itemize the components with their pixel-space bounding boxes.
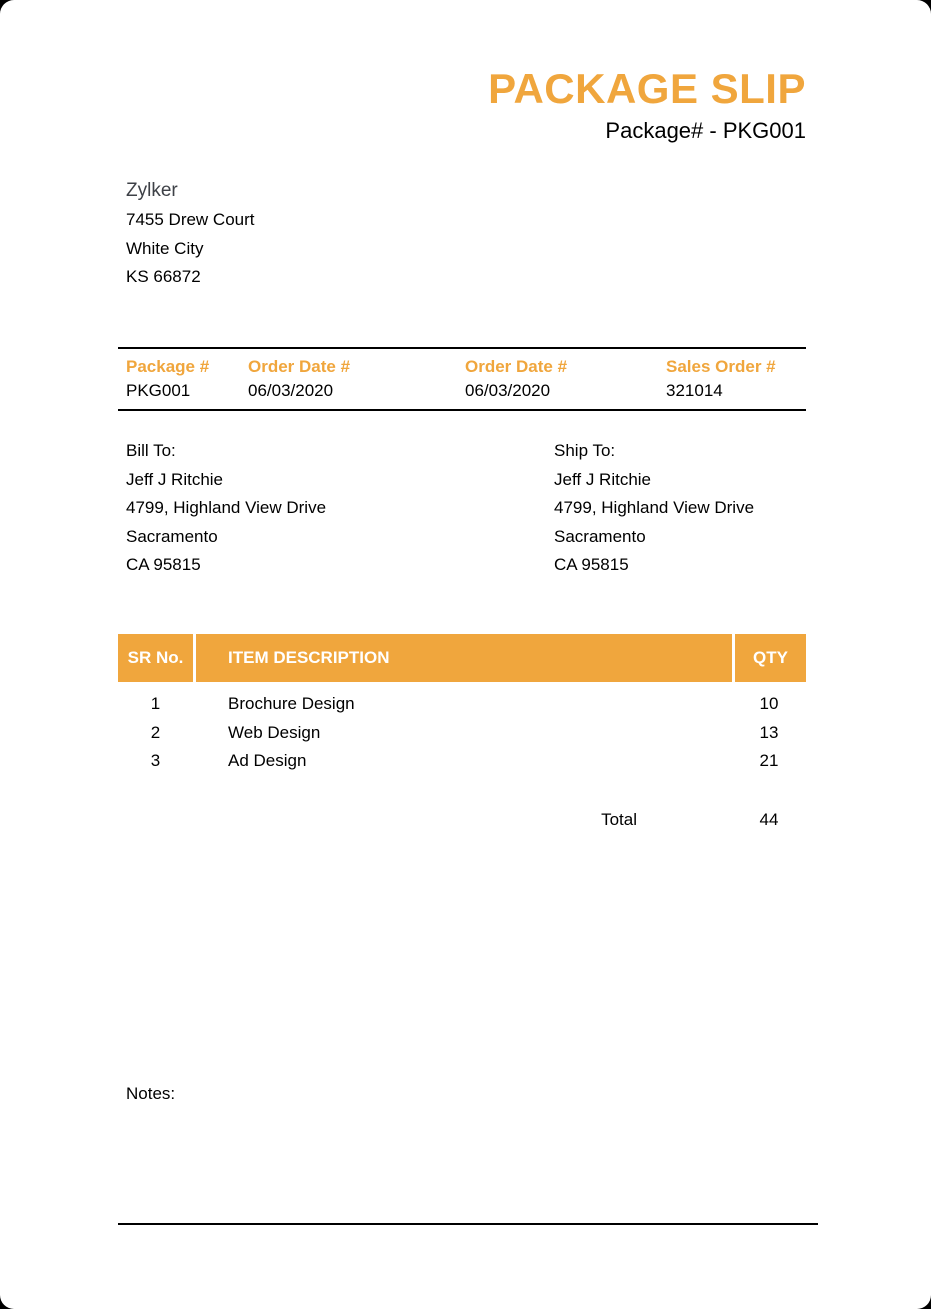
total-row bbox=[118, 806, 806, 835]
info-header-sales-order: Sales Order # bbox=[666, 357, 776, 376]
description-cell: Web Design bbox=[228, 722, 321, 742]
table-row bbox=[118, 690, 806, 719]
bill-to-line: Jeff J Ritchie bbox=[126, 469, 224, 489]
bottom-rule bbox=[118, 1223, 818, 1225]
company-address-line: KS 66872 bbox=[126, 267, 201, 286]
company-block bbox=[118, 176, 814, 292]
ship-to-line: 4799, Highland View Drive bbox=[554, 498, 755, 517]
qty-cell: 10 bbox=[759, 694, 779, 713]
page-title: PACKAGE SLIP bbox=[488, 65, 806, 112]
description-cell: Ad Design bbox=[228, 751, 307, 770]
bill-to-line: CA 95815 bbox=[126, 555, 201, 574]
bill-to-block bbox=[118, 437, 546, 580]
qty-header-cell: QTY bbox=[732, 634, 806, 682]
info-header-order-date-2: Order Date # bbox=[465, 357, 568, 376]
notes-label: Notes: bbox=[126, 1084, 176, 1103]
document-header bbox=[118, 66, 806, 146]
ship-to-block bbox=[546, 437, 806, 580]
company-address-line: 7455 Drew Court bbox=[126, 210, 255, 229]
description-header-cell: ITEM DESCRIPTION bbox=[193, 634, 732, 682]
order-info-header-row bbox=[118, 349, 806, 379]
items-table bbox=[118, 634, 806, 834]
sr-cell: 1 bbox=[150, 694, 161, 713]
bill-to-label: Bill To: bbox=[126, 441, 176, 460]
sr-cell: 2 bbox=[150, 722, 161, 742]
items-table-header bbox=[118, 634, 806, 682]
bill-to-line: 4799, Highland View Drive bbox=[126, 498, 327, 517]
description-cell: Brochure Design bbox=[228, 694, 355, 713]
total-value: 44 bbox=[759, 809, 779, 829]
bill-to-line: Sacramento bbox=[126, 526, 218, 546]
notes-section bbox=[118, 1080, 814, 1109]
info-value-package: PKG001 bbox=[126, 381, 191, 400]
sr-header-cell: SR No. bbox=[127, 648, 184, 667]
info-header-order-date-1: Order Date # bbox=[248, 357, 351, 376]
info-header-package: Package # bbox=[126, 357, 210, 376]
package-number: Package# - PKG001 bbox=[605, 118, 806, 143]
info-value-order-date-1: 06/03/2020 bbox=[248, 381, 334, 400]
order-info-value-row bbox=[118, 379, 806, 409]
company-address-line: White City bbox=[126, 238, 204, 258]
ship-to-line: Jeff J Ritchie bbox=[554, 469, 652, 489]
order-info-table bbox=[118, 347, 806, 411]
ship-to-line: Sacramento bbox=[554, 526, 646, 546]
sr-cell: 3 bbox=[150, 751, 161, 770]
addresses-block bbox=[118, 437, 806, 580]
qty-cell: 13 bbox=[759, 722, 779, 742]
ship-to-line: CA 95815 bbox=[554, 555, 629, 574]
info-value-sales-order: 321014 bbox=[666, 381, 723, 400]
ship-to-label: Ship To: bbox=[554, 441, 616, 460]
total-label: Total bbox=[601, 809, 637, 829]
table-row bbox=[118, 747, 806, 776]
table-row bbox=[118, 719, 806, 748]
company-name: Zylker bbox=[126, 180, 178, 201]
qty-cell: 21 bbox=[759, 751, 779, 770]
info-value-order-date-2: 06/03/2020 bbox=[465, 381, 551, 400]
items-table-body bbox=[118, 682, 806, 776]
